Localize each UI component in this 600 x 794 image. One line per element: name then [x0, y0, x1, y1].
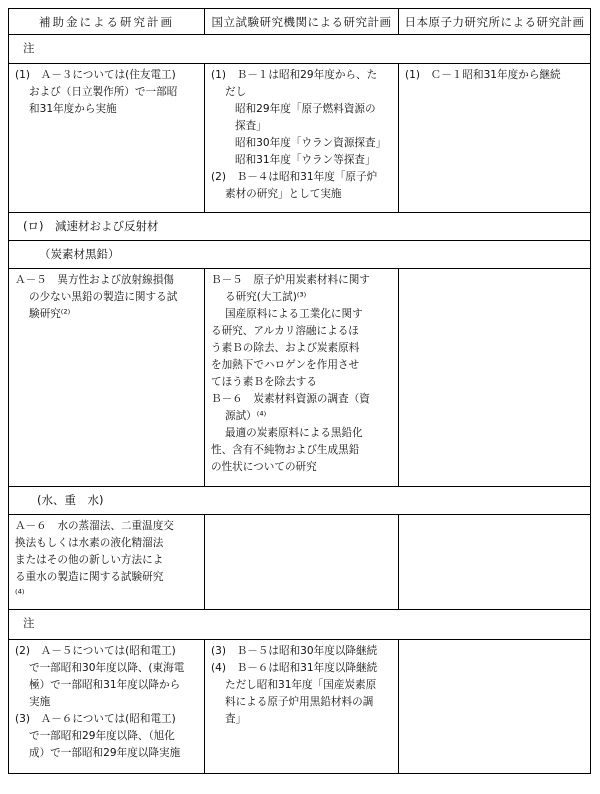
graphite-col1-line: 験研究⁽²⁾: [29, 308, 71, 320]
water-col1-line: ⁽⁴⁾: [15, 588, 25, 600]
note1-title: 注: [23, 41, 35, 55]
graphite-col2-line: る研究、アルカリ溶融によるほ: [211, 325, 359, 337]
graphite-col2-line: う素Ｂの除去、および炭素原料: [211, 342, 360, 354]
note1-col2-line: 昭和30年度「ウラン資源探査」: [235, 137, 387, 149]
graphite-col2-line: 国産原料による工業化に関す: [225, 308, 363, 320]
water-col2: [205, 515, 399, 610]
note1-col2-line: だし: [225, 86, 247, 98]
note2-col2: [205, 640, 399, 774]
note2-title: 注: [23, 616, 35, 630]
header-subsidy: 補助金による研究計画: [9, 9, 205, 35]
note1-col2-line: (2) Ｂ－４は昭和31年度「原子炉: [211, 171, 378, 183]
graphite-col1-line: の少ない黒鉛の製造に関する試: [29, 291, 178, 303]
note1-col2-line: 探査」: [235, 120, 267, 132]
graphite-col2-line: Ｂ－６ 炭素材料資源の調査（資: [211, 393, 370, 405]
note2-row: [9, 640, 591, 774]
note1-col3: [399, 64, 591, 213]
note2-col1-line: 実施: [29, 696, 51, 708]
note1-col1-line: (1) Ａ－３については(住友電工): [15, 69, 176, 81]
graphite-col2-line: を加熱下でハロゲンを作用させ: [211, 359, 360, 371]
section-moderator: (ロ) 減速材および反射材: [23, 219, 159, 233]
graphite-col2-line: る研究(大工試)⁽³⁾: [225, 291, 307, 303]
graphite-col1: [9, 269, 205, 487]
section-water: (水、重 水): [37, 493, 104, 507]
header-jaeri: 日本原子力研究所による研究計画: [399, 9, 591, 35]
water-col1-line: る重水の製造に関する試験研究: [15, 571, 164, 583]
graphite-col2-line: 源試）⁽⁴⁾: [225, 410, 267, 422]
note1-col3-line: (1) Ｃ－１昭和31年度から継続: [405, 69, 561, 81]
note1-col2: [205, 64, 399, 213]
note2-col1-line: で一部昭和30年度以降、(東海電: [29, 662, 185, 674]
section-graphite: （炭素材黒鉛）: [39, 247, 120, 261]
note2-col1-line: 極）で一部昭和31年度以降から: [29, 679, 181, 691]
graphite-col2-line: Ｂ－５ 原子炉用炭素材料に関す: [211, 274, 370, 286]
note2-col3: [399, 640, 591, 774]
note1-col2-line: 素材の研究」として実施: [225, 188, 342, 200]
note1-title-row: [9, 35, 591, 64]
note2-col2-line: (3) Ｂ－５は昭和30年度以降継続: [211, 645, 378, 657]
water-section-row: [9, 487, 591, 515]
header-national-labs: 国立試験研究機関による研究計画: [205, 9, 399, 35]
note1-col1-line: および（日立製作所）で一部昭: [29, 86, 178, 98]
note2-col2-line: 査」: [225, 713, 247, 725]
graphite-row: [9, 269, 591, 487]
graphite-col1-line: Ａ－５ 異方性および放射線損傷: [15, 274, 174, 286]
note2-col1-line: で一部昭和29年度以降、（旭化: [29, 730, 175, 742]
graphite-col2-line: てほう素Ｂを除去する: [211, 376, 317, 388]
water-col1-line: Ａ－６ 水の蒸溜法、二重温度交: [15, 520, 174, 532]
graphite-col3: [399, 269, 591, 487]
graphite-col2-line: 最適の炭素原料による黒鉛化: [225, 427, 363, 439]
note1-col2-line: (1) Ｂ－１は昭和29年度から、た: [211, 69, 378, 81]
note2-col1-line: (2) Ａ－５については(昭和電工): [15, 645, 176, 657]
graphite-section-row: [9, 241, 591, 269]
moderator-section-row: [9, 213, 591, 241]
note1-col1: [9, 64, 205, 213]
header-row: [9, 9, 591, 35]
note2-col2-line: ただし昭和31年度「国産炭素原: [225, 679, 377, 691]
note2-col2-line: (4) Ｂ－６は昭和31年度以降継続: [211, 662, 378, 674]
note2-col1-line: 成）で一部昭和29年度以降実施: [29, 747, 181, 759]
water-col3: [399, 515, 591, 610]
graphite-col2: [205, 269, 399, 487]
note1-col2-line: 昭和31年度「ウラン等探査」: [235, 154, 376, 166]
page: [8, 8, 590, 788]
water-col1-line: 換法もしくは水素の液化精溜法: [15, 537, 164, 549]
water-col1: [9, 515, 205, 610]
note2-col1-line: (3) Ａ－６については(昭和電工): [15, 713, 176, 725]
note1-col1-line: 和31年度から実施: [29, 103, 117, 115]
water-col1-line: またはその他の新しい方法によ: [15, 554, 164, 566]
graphite-col2-line: 性、含有不純物および生成黒鉛: [211, 444, 360, 456]
graphite-col2-line: の性状についての研究: [211, 461, 317, 473]
note2-title-row: [9, 610, 591, 640]
note1-row: [9, 64, 591, 213]
note2-col1: [9, 640, 205, 774]
note2-col2-line: 料による原子炉用黒鉛材料の調: [225, 696, 374, 708]
note1-col2-line: 昭和29年度「原子燃料資源の: [235, 103, 376, 115]
research-plan-table: [8, 8, 591, 774]
water-row: [9, 515, 591, 610]
